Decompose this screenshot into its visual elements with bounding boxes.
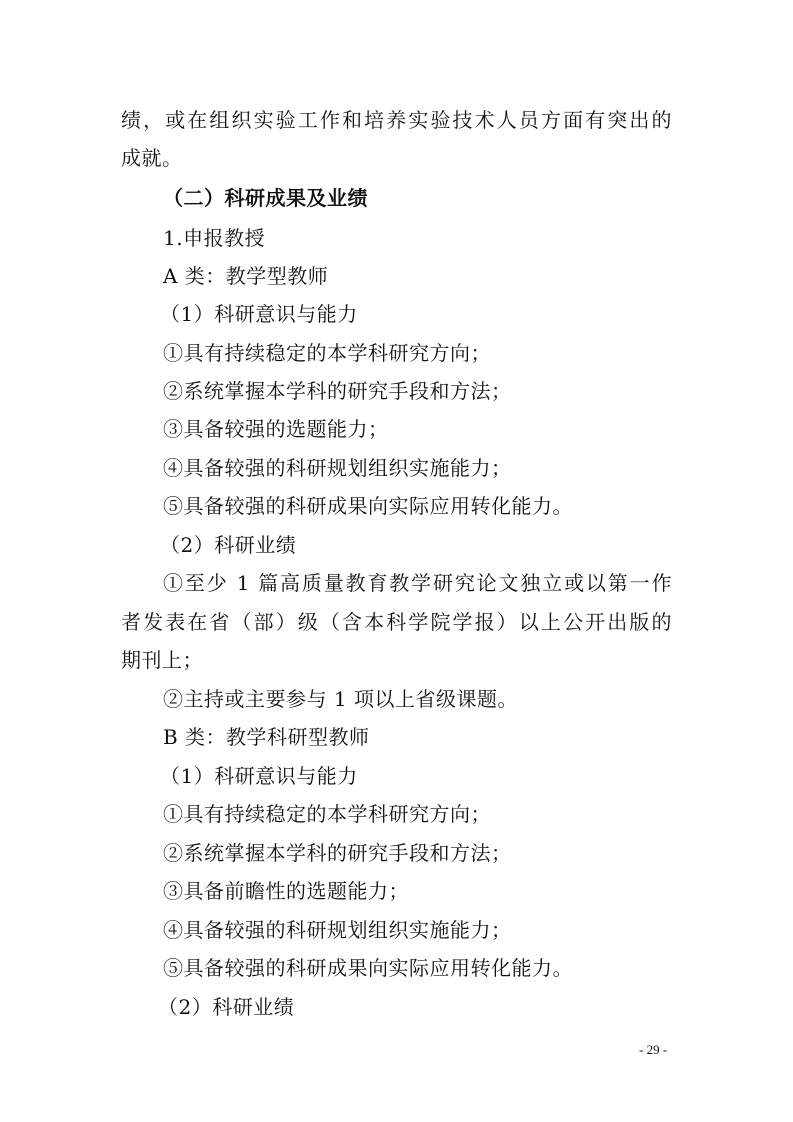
body-text-line: 者发表在省（部）级（含本科学院学报）以上公开出版的 <box>121 610 672 634</box>
subsection-heading: 1.申报教授 <box>163 226 266 250</box>
category-heading: B 类：教学科研型教师 <box>163 725 370 749</box>
item-heading: （2）科研业绩 <box>160 533 297 557</box>
list-item: ①至少 1 篇高质量教育教学研究论文独立或以第一作 <box>163 571 672 595</box>
item-heading: （1）科研意识与能力 <box>160 302 358 326</box>
list-item: ②主持或主要参与 1 项以上省级课题。 <box>163 687 518 711</box>
page-number: - 29 - <box>639 1042 668 1057</box>
list-item: ①具有持续稳定的本学科研究方向； <box>163 802 491 826</box>
list-item: ③具备前瞻性的选题能力； <box>163 879 409 903</box>
item-heading: （1）科研意识与能力 <box>160 764 358 788</box>
list-item: ④具备较强的科研规划组织实施能力； <box>163 918 512 942</box>
category-heading: A 类：教学型教师 <box>163 264 329 288</box>
list-item: ②系统掌握本学科的研究手段和方法； <box>163 379 512 403</box>
list-item: ④具备较强的科研规划组织实施能力； <box>163 456 512 480</box>
body-text-line: 期刊上； <box>121 648 203 672</box>
list-item: ⑤具备较强的科研成果向实际应用转化能力。 <box>163 494 573 518</box>
list-item: ⑤具备较强的科研成果向实际应用转化能力。 <box>163 956 573 980</box>
section-heading: （二）科研成果及业绩 <box>163 186 368 210</box>
list-item: ③具备较强的选题能力； <box>163 417 389 441</box>
item-heading: （2）科研业绩 <box>158 995 295 1019</box>
list-item: ②系统掌握本学科的研究手段和方法； <box>163 841 512 865</box>
body-text-line: 绩，或在组织实验工作和培养实验技术人员方面有突出的 <box>121 108 672 132</box>
body-text-line: 成就。 <box>121 146 183 170</box>
list-item: ①具有持续稳定的本学科研究方向； <box>163 341 491 365</box>
